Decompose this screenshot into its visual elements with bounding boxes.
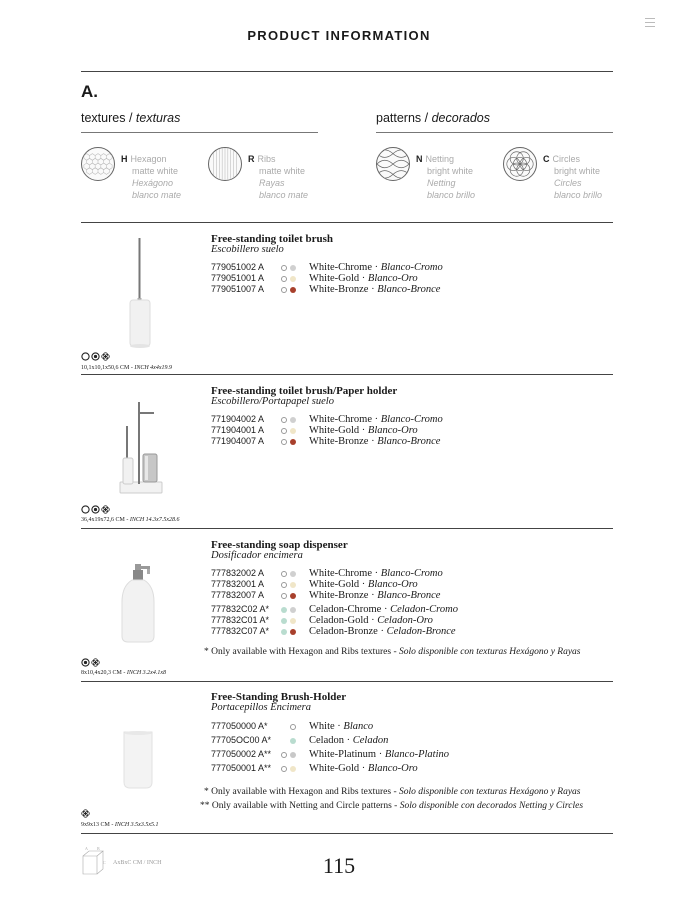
variant-row: 777050000 A* White · Blanco bbox=[211, 721, 374, 732]
divider bbox=[81, 132, 318, 133]
available-finishes-icons bbox=[81, 658, 100, 667]
variant-row: 771904001 A White-Gold · Blanco-Oro bbox=[211, 425, 418, 436]
dimensions: 9x9x13 CM - INCH 3.5x3.5x5.1 bbox=[81, 822, 159, 828]
footnote: ** Only available with Netting and Circle patterns - Solo disponible con decorados Netting y Circles bbox=[200, 801, 584, 811]
hexagon-texture-label: H Hexagon matte white Hexágono blanco mate bbox=[121, 154, 182, 200]
section-letter: A. bbox=[81, 82, 98, 101]
textures-heading: textures / texturas bbox=[81, 111, 181, 125]
netting-pattern-label: N Netting bright white Netting blanco brillo bbox=[416, 154, 476, 200]
variant-row: 777832001 A White-Gold · Blanco-Oro bbox=[211, 579, 418, 590]
variant-row: 771904002 A White-Chrome · Blanco-Cromo bbox=[211, 414, 443, 425]
divider bbox=[81, 528, 613, 529]
brush-holder-image bbox=[120, 730, 156, 790]
circles-icon bbox=[101, 352, 110, 361]
netting-icon bbox=[91, 505, 100, 514]
variant-row: 777050001 A** White-Gold · Blanco-Oro bbox=[211, 763, 418, 774]
patterns-heading: patterns / decorados bbox=[376, 111, 490, 125]
ring-icon bbox=[81, 352, 90, 361]
netting-icon bbox=[91, 352, 100, 361]
toilet-brush-paper-holder-image bbox=[118, 398, 166, 496]
divider bbox=[81, 681, 613, 682]
legend-a: A bbox=[85, 846, 88, 851]
product-title: Free-standing toilet brush/Paper holder Escobillero/Portapapel suelo bbox=[211, 385, 398, 407]
legend-c: C bbox=[103, 860, 106, 865]
variant-row: 777832C01 A* Celadon-Gold · Celadon-Oro bbox=[211, 615, 433, 626]
divider bbox=[81, 374, 613, 375]
product-title: Free-standing soap dispenser Dosificador encimera bbox=[211, 539, 348, 561]
divider bbox=[81, 833, 613, 834]
footnote: * Only available with Hexagon and Ribs textures - Solo disponible con texturas Hexágono y Rayas bbox=[204, 787, 581, 797]
circles-pattern-label: C Circles bright white Circles blanco brillo bbox=[543, 154, 603, 200]
ribs-texture-swatch[interactable] bbox=[208, 147, 242, 181]
variant-row: 77705OC00 A* Celadon · Celadon bbox=[211, 735, 389, 746]
footnote: * Only available with Hexagon and Ribs textures - Solo disponible con texturas Hexágono y Rayas bbox=[204, 647, 581, 657]
page-title: PRODUCT INFORMATION bbox=[247, 28, 431, 43]
netting-pattern-swatch[interactable] bbox=[376, 147, 410, 181]
dimensions: 36,4x19x72,6 CM - INCH 14.3x7.5x28.6 bbox=[81, 517, 180, 523]
variant-row: 779051007 A White-Bronze · Blanco-Bronce bbox=[211, 284, 441, 295]
available-finishes-icons bbox=[81, 352, 110, 361]
variant-row: 777832002 A White-Chrome · Blanco-Cromo bbox=[211, 568, 443, 579]
variant-row: 777832007 A White-Bronze · Blanco-Bronce bbox=[211, 590, 441, 601]
available-finishes-icons bbox=[81, 505, 110, 514]
hexagon-texture-swatch[interactable] bbox=[81, 147, 115, 181]
divider bbox=[81, 222, 613, 223]
product-title: Free-standing toilet brush Escobillero suelo bbox=[211, 233, 334, 255]
toilet-brush-image bbox=[120, 238, 160, 350]
variant-row: 779051002 A White-Chrome · Blanco-Cromo bbox=[211, 262, 443, 273]
variant-row: 771904007 A White-Bronze · Blanco-Bronce bbox=[211, 436, 441, 447]
variant-row: 777832C07 A* Celadon-Bronze · Celadon-Bronce bbox=[211, 626, 456, 637]
variant-row: 779051001 A White-Gold · Blanco-Oro bbox=[211, 273, 418, 284]
dimensions: 8x10,4x20,3 CM - INCH 3.2x4.1x8 bbox=[81, 670, 167, 676]
circles-icon bbox=[91, 658, 100, 667]
ring-icon bbox=[81, 505, 90, 514]
circles-icon bbox=[101, 505, 110, 514]
circles-pattern-swatch[interactable] bbox=[503, 147, 537, 181]
page-number: 115 bbox=[322, 853, 356, 878]
product-title: Free-Standing Brush-Holder Portacepillos Encimera bbox=[211, 691, 347, 713]
variant-row: 777832C02 A* Celadon-Chrome · Celadon-Cromo bbox=[211, 604, 458, 615]
dimensions: 10,1x10,1x50,6 CM - INCH 4x4x19.9 bbox=[81, 365, 173, 371]
legend-b: B bbox=[97, 846, 100, 851]
available-finishes-icons bbox=[81, 809, 90, 818]
circles-icon bbox=[81, 809, 90, 818]
dimension-legend-text: AxBxC CM / INCH bbox=[113, 860, 162, 866]
divider bbox=[81, 71, 613, 72]
divider bbox=[376, 132, 613, 133]
soap-dispenser-image bbox=[118, 562, 158, 644]
netting-icon bbox=[81, 658, 90, 667]
variant-row: 777050002 A** White-Platinum · Blanco-Platino bbox=[211, 749, 449, 760]
ribs-texture-label: R Ribs matte white Rayas blanco mate bbox=[248, 154, 309, 200]
